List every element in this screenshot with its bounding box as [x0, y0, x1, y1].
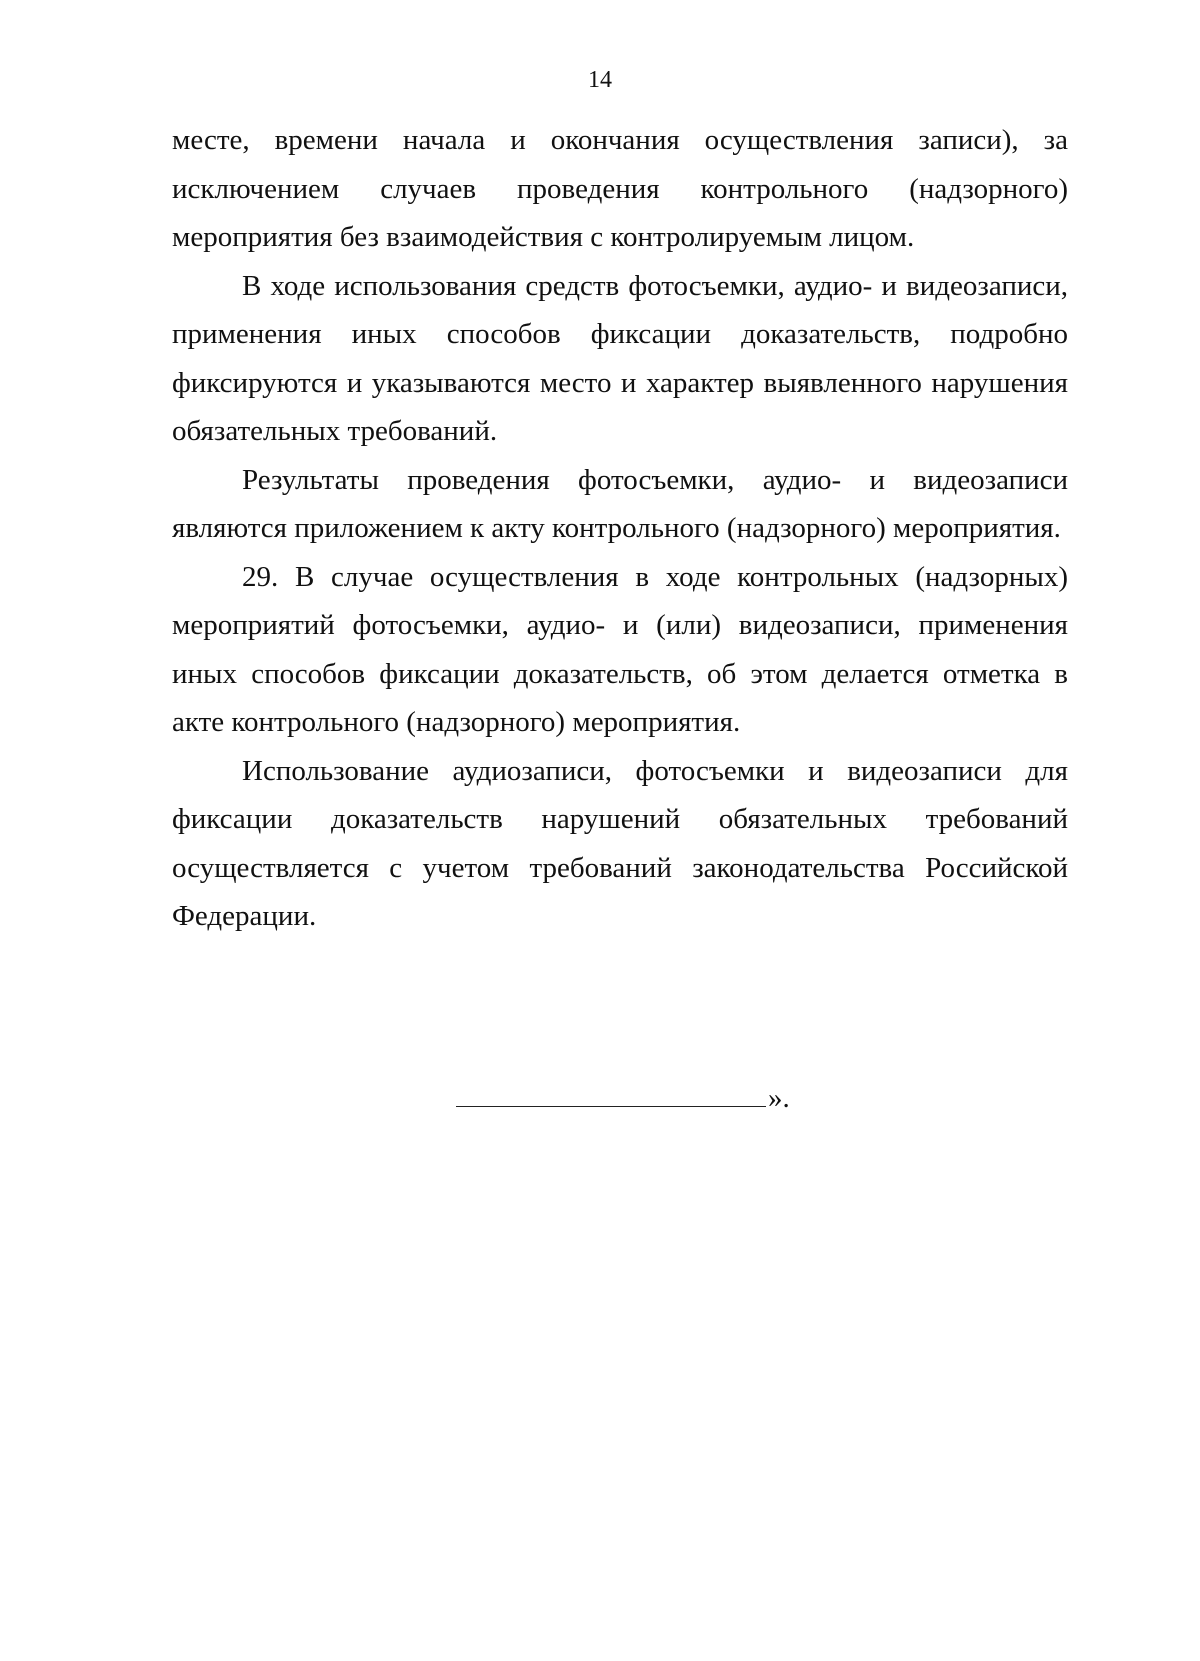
page-number: 14 — [588, 67, 612, 93]
closing-quote-mark: ». — [768, 1082, 790, 1114]
paragraph-recording-results: Результаты проведения фотосъемки, аудио- и видеозаписи являются приложением к акту контрольного (надзорного) мероприятия. — [172, 463, 1068, 544]
closing-line-block — [456, 1080, 790, 1116]
paragraph-legal-compliance: Использование аудиозаписи, фотосъемки и видеозаписи для фиксации доказательств нарушений обязательных требований осуществляется с учетом требований законодательства Российской Федерации. — [172, 754, 1068, 932]
closing-underline — [456, 1080, 766, 1107]
paragraph-recording-usage: В ходе использования средств фотосъемки, аудио- и видеозаписи, применения иных способов фиксации доказательств, подробно фиксируются и указываются место и характер выявленного нарушения обязательных требований. — [172, 269, 1068, 447]
document-body — [172, 116, 1068, 941]
paragraph-item-29: 29. В случае осуществления в ходе контрольных (надзорных) мероприятий фотосъемки, аудио- и (или) видеозаписи, применения иных способов фиксации доказательств, об этом делается отметка в акте контрольного (надзорного) мероприятия. — [172, 560, 1068, 738]
paragraph-recording-details: месте, времени начала и окончания осуществления записи), за исключением случаев проведения контрольного (надзорного) мероприятия без взаимодействия с контролируемым лицом. — [172, 124, 1068, 253]
